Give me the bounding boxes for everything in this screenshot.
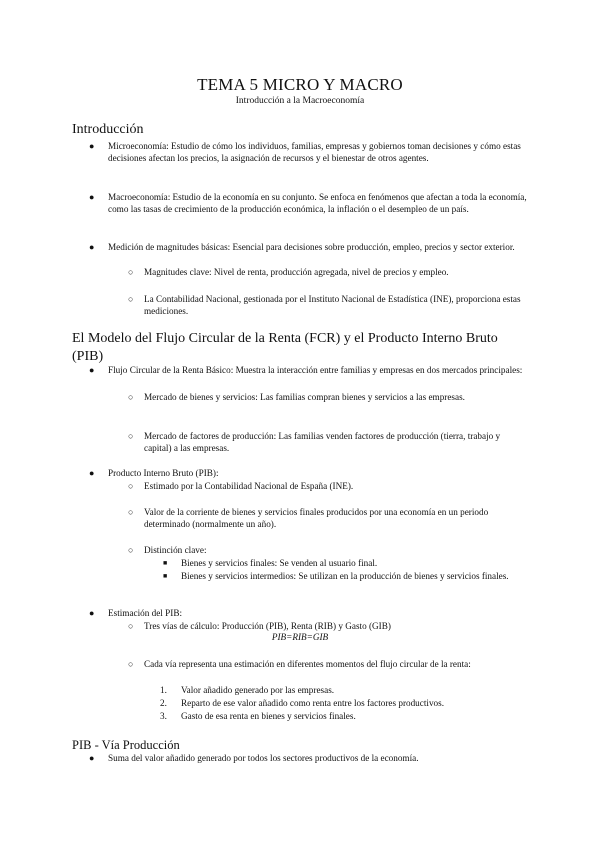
- pib-subsubitem-intermedios: Bienes y servicios intermedios: Se utilizan en la producción de bienes y servicios finales.: [181, 571, 509, 581]
- section-heading-intro: Introducción: [72, 122, 144, 137]
- fcr-subitem-factores: Mercado de factores de producción: Las familias venden factores de producción (tierra, trabajo y capital) a las empresas.: [144, 431, 501, 454]
- pib-subitem-distincion: Distinción clave:: [144, 545, 207, 555]
- list-number: 2.: [160, 698, 167, 708]
- square-bullet-glyph: ■: [163, 559, 168, 567]
- bullet-glyph: ●: [89, 753, 95, 763]
- pib-subitem-estimado: Estimado por la Contabilidad Nacional de España (INE).: [144, 481, 354, 491]
- page-title: TEMA 5 MICRO Y MACRO: [197, 75, 403, 94]
- estimacion-subitem-cada-via: Cada vía representa una estimación en diferentes momentos del flujo circular de la renta:: [144, 659, 471, 669]
- intro-subitem-contabilidad: La Contabilidad Nacional, gestionada por el Instituto Nacional de Estadística (INE), proporciona estas mediciones.: [144, 294, 521, 317]
- bullet-glyph: ●: [89, 192, 95, 202]
- intro-item-macro: Macroeconomía: Estudio de la economía en su conjunto. Se enfoca en fenómenos que afectan a toda la economía, como las tasas de crecimiento de la producción económica, la inflación o el desempleo de un país.: [108, 192, 527, 215]
- page-subtitle: Introducción a la Macroeconomía: [235, 96, 365, 106]
- circle-bullet-glyph: ○: [128, 507, 134, 517]
- circle-bullet-glyph: ○: [128, 621, 134, 631]
- circle-bullet-glyph: ○: [128, 431, 134, 441]
- section-heading-fcr: El Modelo del Flujo Circular de la Renta (FCR) y el Producto Interno Bruto (PIB): [72, 331, 498, 364]
- section-heading-produccion: PIB - Vía Producción: [72, 738, 180, 752]
- pib-subitem-valor: Valor de la corriente de bienes y servicios finales producidos por una economía en un periodo determinado (normalmente un año).: [144, 507, 489, 530]
- pib-formula: PIB=RIB=GIB: [271, 632, 329, 642]
- fcr-item-basico: Flujo Circular de la Renta Básico: Muestra la interacción entre familias y empresas en dos mercados principales:: [108, 365, 523, 375]
- circle-bullet-glyph: ○: [128, 294, 134, 304]
- circle-bullet-glyph: ○: [128, 392, 134, 402]
- bullet-glyph: ●: [89, 468, 95, 478]
- circle-bullet-glyph: ○: [128, 267, 134, 277]
- fcr-subitem-bienes: Mercado de bienes y servicios: Las familias compran bienes y servicios a las empresas.: [144, 392, 465, 402]
- intro-item-micro: Microeconomía: Estudio de cómo los individuos, familias, empresas y gobiernos toman decisiones y cómo estas decisiones afectan los precios, la asignación de recursos y el bienestar de otros agentes.: [108, 141, 521, 164]
- bullet-glyph: ●: [89, 608, 95, 618]
- numbered-item-gasto: Gasto de esa renta en bienes y servicios finales.: [181, 711, 356, 721]
- circle-bullet-glyph: ○: [128, 545, 134, 555]
- list-number: 3.: [160, 711, 167, 721]
- intro-item-medicion: Medición de magnitudes básicas: Esencial para decisiones sobre producción, empleo, precios y sector exterior.: [108, 242, 515, 252]
- intro-subitem-magnitudes: Magnitudes clave: Nivel de renta, producción agregada, nivel de precios y empleo.: [144, 267, 449, 277]
- pib-item: Producto Interno Bruto (PIB):: [108, 468, 219, 478]
- numbered-item-valor-anadido: Valor añadido generado por las empresas.: [181, 685, 335, 695]
- produccion-item-suma: Suma del valor añadido generado por todos los sectores productivos de la economía.: [108, 753, 419, 763]
- numbered-item-reparto: Reparto de ese valor añadido como renta entre los factores productivos.: [181, 698, 445, 708]
- list-number: 1.: [160, 685, 167, 695]
- bullet-glyph: ●: [89, 365, 95, 375]
- square-bullet-glyph: ■: [163, 572, 168, 580]
- estimacion-subitem-vias: Tres vías de cálculo: Producción (PIB), Renta (RIB) y Gasto (GIB): [144, 621, 391, 631]
- circle-bullet-glyph: ○: [128, 659, 134, 669]
- bullet-glyph: ●: [89, 242, 95, 252]
- estimacion-item: Estimación del PIB:: [108, 608, 183, 618]
- circle-bullet-glyph: ○: [128, 481, 134, 491]
- pib-subsubitem-finales: Bienes y servicios finales: Se venden al usuario final.: [181, 558, 378, 568]
- bullet-glyph: ●: [89, 141, 95, 151]
